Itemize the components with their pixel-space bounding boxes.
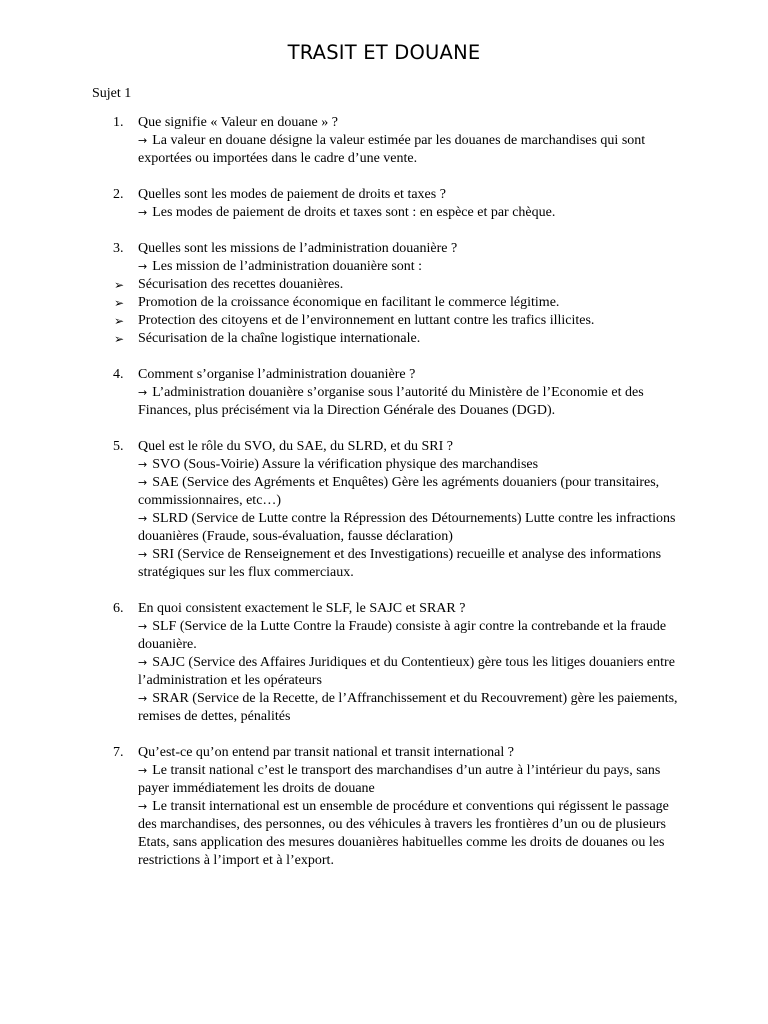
question-number: 1. <box>113 115 124 130</box>
question-block <box>0 438 768 582</box>
answer-text <box>0 474 768 510</box>
arrow-right-icon: → <box>138 512 148 525</box>
answer-text <box>0 618 768 654</box>
bullet-arrowhead-icon: ➢ <box>114 314 125 328</box>
bullet-arrowhead-icon: ➢ <box>114 296 125 310</box>
question-block <box>0 114 768 168</box>
arrow-right-icon: → <box>138 260 148 273</box>
question-number: 4. <box>113 367 124 382</box>
answer-text <box>0 510 768 546</box>
answer-content: SRAR (Service de la Recette, de l’Affranchissement et du Recouvrement) gère les paiements, remises de dettes, pénalités <box>138 691 678 724</box>
answer-content: Le transit international est un ensemble de procédure et conventions qui régissent le passage des marchandises, des personnes, ou des véhicules à travers les frontières d’un ou de plusieurs Etats, sans application des mesures douanières habituelles comme les droits de douanes ou les restrictions à l’import et à l’export. <box>138 799 669 868</box>
question-text: Quelles sont les modes de paiement de droits et taxes ? <box>138 187 446 202</box>
question-line <box>0 186 768 204</box>
question-number: 6. <box>113 601 124 616</box>
answer-text <box>0 690 768 726</box>
bullet-item <box>0 312 768 330</box>
question-block <box>0 744 768 870</box>
question-line <box>0 600 768 618</box>
question-line <box>0 114 768 132</box>
bullet-item <box>0 276 768 294</box>
question-text: Quel est le rôle du SVO, du SAE, du SLRD, et du SRI ? <box>138 439 453 454</box>
question-number: 3. <box>113 241 124 256</box>
arrow-right-icon: → <box>138 800 148 813</box>
arrow-right-icon: → <box>138 764 148 777</box>
question-line <box>0 438 768 456</box>
answer-text <box>0 654 768 690</box>
document-title: TRASIT ET DOUANE <box>287 41 481 64</box>
answer-text <box>0 798 768 870</box>
bullet-text: Promotion de la croissance économique en facilitant le commerce légitime. <box>138 295 560 310</box>
bullet-arrowhead-icon: ➢ <box>114 332 125 346</box>
arrow-right-icon: → <box>138 692 148 705</box>
arrow-right-icon: → <box>138 134 148 147</box>
question-text: En quoi consistent exactement le SLF, le SAJC et SRAR ? <box>138 601 466 616</box>
question-list <box>0 114 768 888</box>
bullet-arrowhead-icon: ➢ <box>114 278 125 292</box>
question-text: Qu’est-ce qu’on entend par transit national et transit international ? <box>138 745 514 760</box>
answer-text <box>0 456 768 474</box>
bullet-item <box>0 330 768 348</box>
question-line <box>0 366 768 384</box>
bullet-text: Sécurisation des recettes douanières. <box>138 277 344 292</box>
bullet-text: Sécurisation de la chaîne logistique internationale. <box>138 331 421 346</box>
question-line <box>0 744 768 762</box>
answer-text <box>0 762 768 798</box>
answer-content: Les modes de paiement de droits et taxes sont : en espèce et par chèque. <box>152 205 556 220</box>
question-number: 2. <box>113 187 124 202</box>
question-text: Comment s’organise l’administration douanière ? <box>138 367 416 382</box>
answer-content: SVO (Sous-Voirie) Assure la vérification physique des marchandises <box>152 457 539 472</box>
answer-text <box>0 546 768 582</box>
answer-content: SLRD (Service de Lutte contre la Répression des Détournements) Lutte contre les infractions douanières (Fraude, sous-évaluation, fausse déclaration) <box>138 511 676 544</box>
answer-text <box>0 132 768 168</box>
arrow-right-icon: → <box>138 206 148 219</box>
answer-content: SAJC (Service des Affaires Juridiques et du Contentieux) gère tous les litiges douaniers entre l’administration et les opérateurs <box>138 655 675 688</box>
arrow-right-icon: → <box>138 548 148 561</box>
arrow-right-icon: → <box>138 476 148 489</box>
arrow-right-icon: → <box>138 458 148 471</box>
answer-content: SLF (Service de la Lutte Contre la Fraude) consiste à agir contre la contrebande et la fraude douanière. <box>138 619 667 652</box>
question-block <box>0 240 768 348</box>
subject-label: Sujet 1 <box>92 86 132 101</box>
arrow-right-icon: → <box>138 386 148 399</box>
answer-content: SAE (Service des Agréments et Enquêtes) Gère les agréments douaniers (pour transitaires, commissionnaires, etc…) <box>138 475 660 508</box>
arrow-right-icon: → <box>138 656 148 669</box>
question-number: 5. <box>113 439 124 454</box>
answer-content: La valeur en douane désigne la valeur estimée par les douanes de marchandises qui sont exportées ou importées dans le cadre d’une vente. <box>138 133 646 166</box>
question-block <box>0 186 768 222</box>
arrow-right-icon: → <box>138 620 148 633</box>
answer-content: SRI (Service de Renseignement et des Investigations) recueille et analyse des informations stratégiques sur les flux commerciaux. <box>138 547 662 580</box>
bullet-text: Protection des citoyens et de l’environnement en luttant contre les trafics illicites. <box>138 313 595 328</box>
answer-text <box>0 204 768 222</box>
question-block <box>0 366 768 420</box>
bullet-item <box>0 294 768 312</box>
question-text: Que signifie « Valeur en douane » ? <box>138 115 338 130</box>
answer-content: L’administration douanière s’organise sous l’autorité du Ministère de l’Economie et des Finances, plus précisément via la Direction Générale des Douanes (DGD). <box>138 385 644 418</box>
answer-text <box>0 384 768 420</box>
question-text: Quelles sont les missions de l’administration douanière ? <box>138 241 458 256</box>
answer-content: Les mission de l’administration douanière sont : <box>152 259 423 274</box>
question-number: 7. <box>113 745 124 760</box>
answer-content: Le transit national c’est le transport des marchandises d’un autre à l’intérieur du pays, sans payer immédiatement les droits de douane <box>138 763 661 796</box>
answer-text <box>0 258 768 276</box>
question-block <box>0 600 768 726</box>
question-line <box>0 240 768 258</box>
